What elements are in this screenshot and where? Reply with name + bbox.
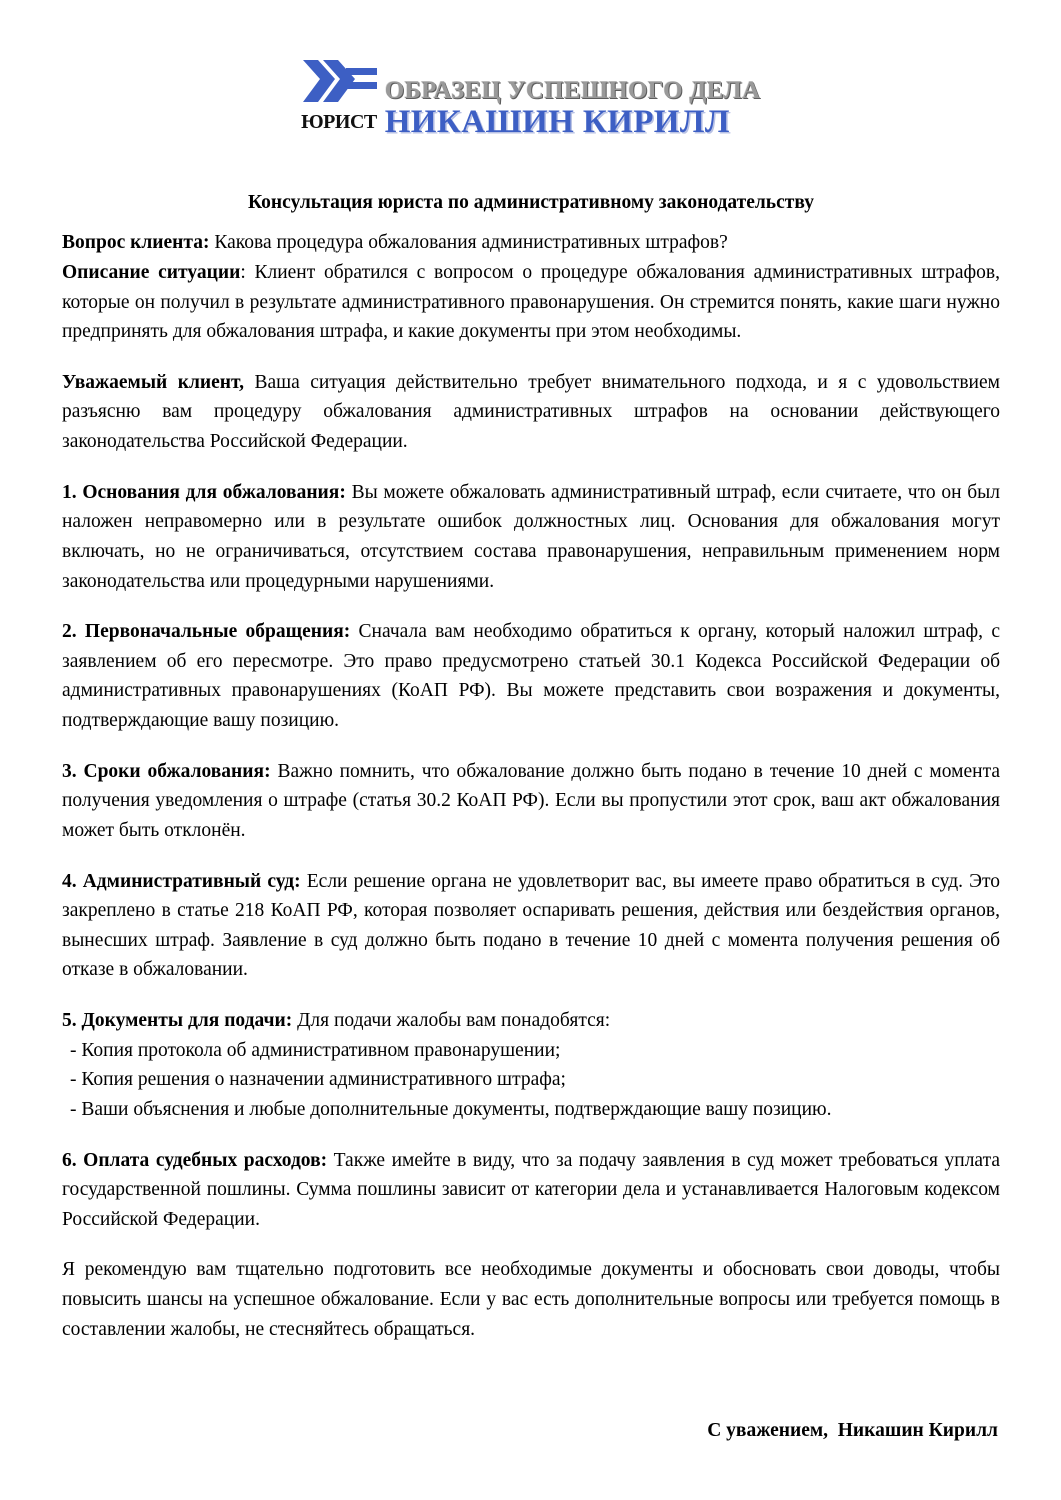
- list-item: - Ваши объяснения и любые дополнительные документы, подтверждающие вашу позицию.: [70, 1098, 832, 1120]
- required-documents-list: [62, 1036, 1000, 1125]
- section-4: [62, 867, 1000, 986]
- client-question-text: Какова процедура обжалования административных штрафов?: [209, 232, 728, 254]
- section-2-text: Сначала вам необходимо обратиться к органу, который наложил штраф, с заявлением об его пересмотре. Это право предусмотрено статьей 30.1 Кодекса Российской Федерации об административных правонарушениях (КоАП РФ). Вы можете представить свои возражения и документы, подтверждающие вашу позицию.: [62, 621, 1000, 732]
- logo-tagline: ОБРАЗЕЦ УСПЕШНОГО ДЕЛА: [384, 76, 761, 104]
- document-body: [62, 190, 1000, 1442]
- section-3-heading: 3. Сроки обжалования:: [62, 760, 271, 782]
- signature: С уважением, Никашин Кирилл: [707, 1420, 998, 1442]
- logo-subtitle: ЮРИСТ: [301, 111, 377, 134]
- greeting-paragraph: [62, 368, 1000, 457]
- logo-name: НИКАШИН КИРИЛЛ: [384, 104, 730, 140]
- section-5: [62, 1006, 1000, 1036]
- section-3: [62, 757, 1000, 846]
- section-6-heading: 6. Оплата судебных расходов:: [62, 1149, 328, 1171]
- list-item: - Копия протокола об административном правонарушении;: [70, 1039, 561, 1061]
- section-4-heading: 4. Административный суд:: [62, 870, 301, 892]
- page-title: Консультация юриста по административному законодательству: [248, 192, 814, 213]
- section-3-text: Важно помнить, что обжалование должно быть подано в течение 10 дней с момента получения уведомления о штрафе (статья 30.2 КоАП РФ). Если вы пропустили этот срок, ваш акт обжалования может быть отклонён.: [62, 760, 1000, 841]
- logo: [301, 58, 761, 140]
- greeting-text: Ваша ситуация действительно требует внимательного подхода, и я с удовольствием разъясню вам процедуру обжалования административных штрафов на основании действующего законодательства Российской Федерации.: [62, 371, 1000, 453]
- situation-label: Описание ситуации: [62, 261, 241, 283]
- section-2: [62, 617, 1000, 736]
- section-5-heading: 5. Документы для подачи:: [62, 1010, 293, 1032]
- section-1-text: Вы можете обжаловать административный штраф, если считаете, что он был наложен неправомерно или в результате ошибок должностных лиц. Основания для обжалования могут включать, но не ограничиваться, отсутствием состава правонарушения, неправильным применением норм законодательства или процедурными нарушениями.: [62, 481, 1000, 592]
- section-1: [62, 478, 1000, 597]
- section-4-text: Если решение органа не удовлетворит вас, вы имеете право обратиться в суд. Это закреплено в статье 218 КоАП РФ, которая позволяет оспаривать решения, действия или бездействия органов, вынесших штраф. Заявление в суд должно быть подано в течение 10 дней с момента получения решения об отказе в обжаловании.: [62, 870, 1000, 981]
- section-6-text: Также имейте в виду, что за подачу заявления в суд может требоваться уплата государственной пошлины. Сумма пошлины зависит от категории дела и устанавливается Налоговым кодексом Российской Федерации.: [62, 1149, 1001, 1230]
- section-6: [62, 1146, 1000, 1235]
- letterhead: [0, 58, 1061, 168]
- section-1-heading: 1. Основания для обжалования:: [62, 481, 346, 503]
- double-chevron-arrow-icon: [301, 58, 379, 104]
- list-item: - Копия решения о назначении административного штрафа;: [70, 1069, 566, 1091]
- closing-paragraph: Я рекомендую вам тщательно подготовить все необходимые документы и обосновать свои доводы, чтобы повысить шансы на успешное обжалование. Если у вас есть дополнительные вопросы или требуется помощь в составлении жалобы, не стесняйтесь обращаться.: [62, 1259, 1000, 1340]
- client-question-label: Вопрос клиента:: [62, 232, 210, 254]
- client-question: [62, 228, 1000, 258]
- section-2-heading: 2. Первоначальные обращения:: [62, 621, 351, 643]
- section-5-text: Для подачи жалобы вам понадобятся:: [292, 1010, 611, 1032]
- situation-text: : Клиент обратился с вопросом о процедуре обжалования административных штрафов, которые он получил в результате административного правонарушения. Он стремится понять, какие шаги нужно предпринять для обжалования штрафа, и какие документы при этом необходимы.: [62, 261, 1000, 343]
- situation-description: [62, 258, 1000, 347]
- greeting-label: Уважаемый клиент,: [62, 371, 245, 393]
